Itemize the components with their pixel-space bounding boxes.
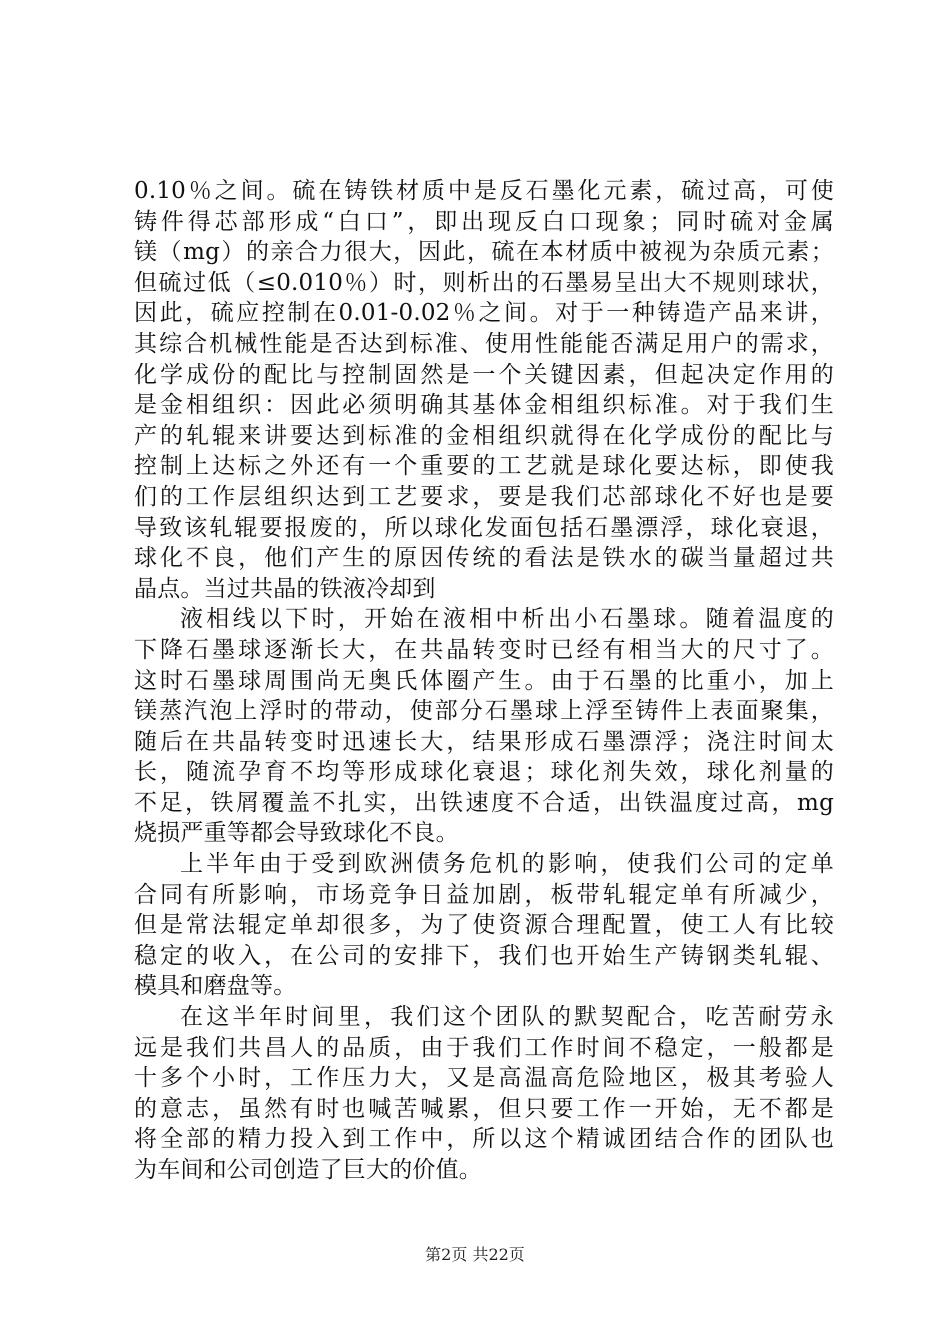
paragraph <box>134 604 834 849</box>
text-line: 晶点。当过共晶的铁液冷却到 <box>134 575 436 602</box>
text-line: 但硫过低（≤0.010％）时，则析出的石墨易呈出大不规则球状， <box>134 269 834 296</box>
text-line: 不足，铁屑覆盖不扎实，出铁速度不合适，出铁温度过高，mg <box>134 789 834 816</box>
text-line: 们的工作层组织达到工艺要求，要是我们芯部球化不好也是要 <box>134 483 834 510</box>
text-line: 下降石墨球逐渐长大，在共晶转变时已经有相当大的尺寸了。 <box>134 636 834 663</box>
text-line: 将全部的精力投入到工作中，所以这个精诚团结合作的团队也 <box>134 1126 834 1153</box>
text-line: 但是常法辊定单却很多，为了使资源合理配置，使工人有比较 <box>134 912 834 939</box>
text-line: 为车间和公司创造了巨大的价值。 <box>134 1157 482 1183</box>
text-line: 控制上达标之外还有一个重要的工艺就是球化要达标，即使我 <box>134 453 834 480</box>
text-line: 其综合机械性能是否达到标准、使用性能能否满足用户的需求， <box>134 330 834 357</box>
text-line: 长，随流孕育不均等形成球化衰退；球化剂失效，球化剂量的 <box>134 759 834 786</box>
text-line: 铸件得芯部形成“白口”，即出现反白口现象；同时硫对金属 <box>134 208 834 235</box>
page-footer: 第2页 共22页 <box>425 1245 525 1264</box>
text-line: 球化不良，他们产生的原因传统的看法是铁水的碳当量超过共 <box>134 545 834 572</box>
text-line: 远是我们共昌人的品质，由于我们工作时间不稳定，一般都是 <box>134 1034 834 1061</box>
text-line: 合同有所影响，市场竞争日益加剧，板带轧辊定单有所减少， <box>134 881 834 908</box>
text-line: 镁蒸汽泡上浮时的带动，使部分石墨球上浮至铸件上表面聚集， <box>134 698 834 725</box>
text-line: 镁（mg）的亲合力很大，因此，硫在本材质中被视为杂质元素； <box>134 239 834 266</box>
text-line: 烧损严重等都会导致球化不良。 <box>134 820 459 847</box>
text-line: 上半年由于受到欧洲债务危机的影响，使我们公司的定单 <box>180 851 834 878</box>
text-line: 产的轧辊来讲要达到标准的金相组织就得在化学成份的配比与 <box>134 422 834 449</box>
text-line: 的意志，虽然有时也喊苦喊累，但只要工作一开始，无不都是 <box>134 1095 834 1122</box>
text-line: 模具和磨盘等。 <box>134 973 297 1000</box>
document-body <box>134 176 834 1186</box>
text-line: 这时石墨球周围尚无奥氏体圈产生。由于石墨的比重小，加上 <box>134 667 834 694</box>
text-line: 稳定的收入，在公司的安排下，我们也开始生产铸钢类轧辊、 <box>134 942 834 969</box>
text-line: 液相线以下时，开始在液相中析出小石墨球。随着温度的 <box>180 606 834 633</box>
text-line: 在这半年时间里，我们这个团队的默契配合，吃苦耐劳永 <box>180 1004 834 1031</box>
text-line: 导致该轧辊要报废的，所以球化发面包括石墨漂浮，球化衰退， <box>134 514 834 541</box>
text-line: 是金相组织：因此必须明确其基体金相组织标准。对于我们生 <box>134 392 834 419</box>
paragraph <box>134 176 834 604</box>
text-line: 因此，硫应控制在0.01-0.02％之间。对于一种铸造产品来讲， <box>134 300 834 327</box>
text-line: 化学成份的配比与控制固然是一个关键因素，但起决定作用的 <box>134 361 834 388</box>
text-line: 十多个小时，工作压力大，又是高温高危险地区，极其考验人 <box>134 1065 834 1092</box>
paragraph <box>134 1002 834 1186</box>
text-line: 0.10％之间。硫在铸铁材质中是反石墨化元素，硫过高，可使 <box>134 178 834 204</box>
text-line: 随后在共晶转变时迅速长大，结果形成石墨漂浮；浇注时间太 <box>134 728 834 755</box>
paragraph <box>134 849 834 1002</box>
